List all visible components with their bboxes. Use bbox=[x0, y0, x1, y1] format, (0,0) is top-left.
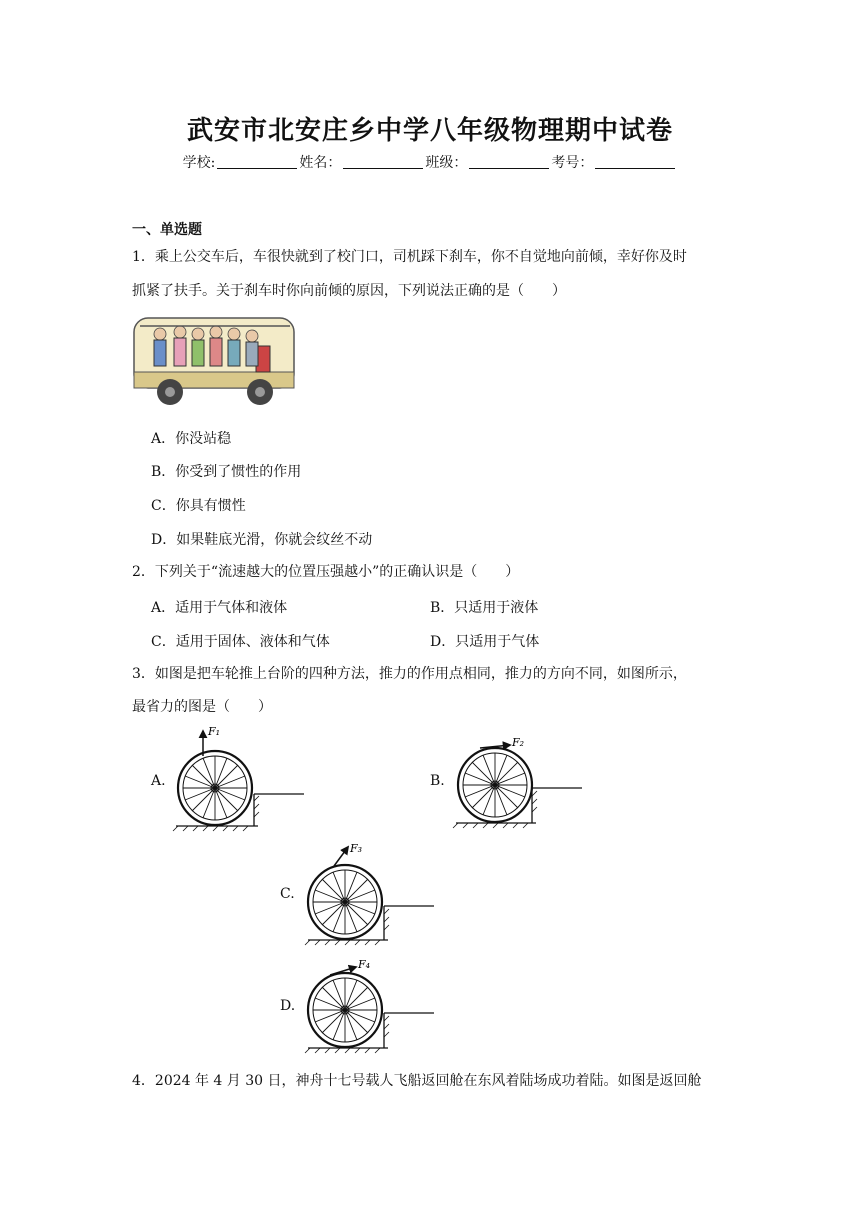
bus-illustration bbox=[130, 312, 316, 410]
q3-figure-b-label[interactable]: B. bbox=[430, 773, 445, 789]
q2-option-c[interactable]: C．适用于固体、液体和气体 bbox=[151, 634, 330, 650]
q2-stem: 2．下列关于“流速越大的位置压强越小”的正确认识是（ ） bbox=[132, 564, 520, 580]
q1-stem-line-2: 抓紧了扶手。关于刹车时你向前倾的原因，下列说法正确的是（ ） bbox=[132, 283, 566, 299]
name-blank[interactable] bbox=[343, 154, 423, 169]
force-f1-label: F₁ bbox=[208, 725, 221, 738]
exam-no-blank[interactable] bbox=[595, 154, 675, 169]
q3-figure-d-label[interactable]: D. bbox=[280, 998, 296, 1014]
q3-figure-a-label[interactable]: A. bbox=[151, 773, 166, 789]
wheel-figure-b bbox=[448, 730, 588, 830]
wheel-figure-d bbox=[300, 955, 440, 1055]
q1-option-a[interactable]: A．你没站稳 bbox=[151, 431, 232, 447]
q1-stem-line-1: 1．乘上公交车后，车很快就到了校门口，司机踩下刹车，你不自觉地向前倾，幸好你及时 bbox=[132, 249, 687, 265]
q3-stem-line-2: 最省力的图是（ ） bbox=[132, 699, 272, 715]
q2-option-a[interactable]: A．适用于气体和液体 bbox=[151, 600, 288, 616]
force-f4-label: F₄ bbox=[358, 958, 371, 971]
class-blank[interactable] bbox=[469, 154, 549, 169]
q3-figure-c-label[interactable]: C. bbox=[280, 886, 295, 902]
school-label: 学校: bbox=[182, 155, 216, 171]
force-f2-label: F₂ bbox=[512, 736, 525, 749]
q1-option-b[interactable]: B．你受到了惯性的作用 bbox=[151, 464, 302, 480]
section-title: 一、单选题 bbox=[132, 222, 202, 238]
wheel-figure-c bbox=[300, 840, 440, 948]
q2-option-b[interactable]: B．只适用于液体 bbox=[430, 600, 539, 616]
wheel-figure-a bbox=[168, 725, 308, 833]
name-label: 姓名： bbox=[299, 155, 342, 171]
q1-option-c[interactable]: C．你具有惯性 bbox=[151, 498, 246, 514]
force-f3-label: F₃ bbox=[350, 842, 363, 855]
student-info-line bbox=[0, 152, 860, 172]
q1-option-d[interactable]: D．如果鞋底光滑，你就会纹丝不动 bbox=[151, 532, 373, 548]
class-label: 班级： bbox=[425, 155, 468, 171]
page-title: 武安市北安庄乡中学八年级物理期中试卷 bbox=[186, 116, 673, 146]
q2-option-d[interactable]: D．只适用于气体 bbox=[430, 634, 540, 650]
q4-stem-line-1: 4．2024 年 4 月 30 日，神舟十七号载人飞船返回舱在东风着陆场成功着陆。如图是返回舱 bbox=[132, 1073, 702, 1089]
q3-stem-line-1: 3．如图是把车轮推上台阶的四种方法，推力的作用点相同，推力的方向不同，如图所示， bbox=[132, 666, 687, 682]
exam-no-label: 考号： bbox=[551, 155, 594, 171]
school-blank[interactable] bbox=[217, 154, 297, 169]
